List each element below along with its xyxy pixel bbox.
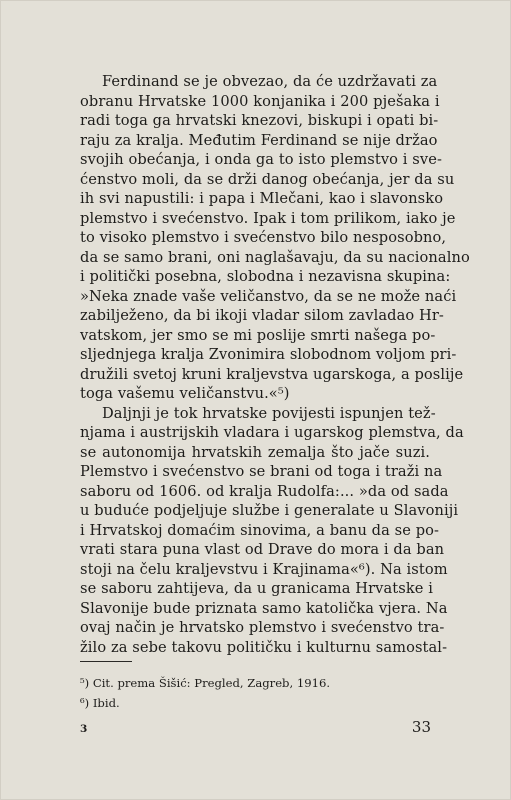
text-line: radi toga ga hrvatski knezovi, biskupi i opati bi- — [80, 112, 439, 129]
text-line: da se samo brani, oni naglašavaju, da su nacionalno — [80, 248, 470, 266]
text-line: vrati stara puna vlast od Drave do mora i da ban — [80, 541, 445, 558]
text-line: to visoko plemstvo i svećenstvo bilo nesposobno, — [80, 229, 447, 246]
text-line: sljednjega kralja Zvonimira slobodnom voljom pri- — [80, 346, 457, 363]
text-line: njama i austrijskih vladara i ugarskog plemstva, da — [80, 424, 464, 441]
footnote: ⁶) Ibid. — [80, 695, 120, 710]
text-line: žilo za sebe takovu političku i kulturnu samostal- — [80, 638, 448, 656]
footnote: ⁵) Cit. prema Šišić: Pregled, Zagreb, 1916. — [80, 676, 331, 690]
text-line: saboru od 1606. od kralja Rudolfa:... »da od sada — [80, 482, 449, 500]
text-line: i politički posebna, slobodna i nezavisna skupina: — [80, 268, 451, 285]
footnotes — [80, 674, 430, 713]
signature-mark: 3 — [80, 723, 88, 735]
text-line: Plemstvo i svećenstvo se brani od toga i traži na — [80, 463, 443, 480]
text-line: obranu Hrvatske 1000 konjanika i 200 pješaka i — [80, 92, 440, 110]
text-line: se autonomija hrvatskih zemalja što jače suzi. — [80, 443, 430, 461]
text-line: i Hrvatskoj domaćim sinovima, a banu da se po- — [80, 521, 440, 539]
footnote-divider — [80, 661, 132, 662]
text-line: u buduće podjeljuje službe i generalate u Slavoniji — [80, 502, 459, 519]
text-line: Ferdinand se je obvezao, da će uzdržavati za — [102, 73, 438, 90]
text-line: ih svi napustili: i papa i Mlečani, kao i slavonsko — [80, 190, 444, 207]
text-line: ćenstvo moli, da se drži danog obećanja, jer da su — [80, 170, 455, 188]
text-line: Slavonije bude priznata samo katolička vjera. Na — [80, 599, 448, 617]
text-line: zabilježeno, da bi ikoji vladar silom zavladao Hr- — [80, 307, 444, 324]
text-line: raju za kralja. Međutim Ferdinand se nije držao — [80, 131, 438, 149]
text-line: Daljnji je tok hrvatske povijesti ispunjen tež- — [102, 404, 436, 422]
page-number: 33 — [411, 718, 431, 736]
text-line: vatskom, jer smo se mi poslije smrti našega po- — [80, 326, 436, 344]
text-line: svojih obećanja, i onda ga to isto plemstvo i sve- — [80, 151, 442, 168]
text-line: plemstvo i svećenstvo. Ipak i tom prilikom, iako je — [80, 209, 456, 227]
text-line: »Neka znade vaše veličanstvo, da se ne može naći — [80, 287, 457, 305]
text-line: toga vašemu veličanstvu.«⁵) — [80, 385, 290, 402]
text-line: ovaj način je hrvatsko plemstvo i svećenstvo tra- — [80, 619, 445, 636]
text-line: družili svetoj kruni kraljevstva ugarskoga, a poslije — [80, 365, 464, 383]
body-text — [80, 72, 470, 657]
text-line: stoji na čelu kraljevstvu i Krajinama«⁶). Na istom — [80, 560, 448, 578]
text-line: se saboru zahtijeva, da u granicama Hrvatske i — [80, 580, 434, 597]
